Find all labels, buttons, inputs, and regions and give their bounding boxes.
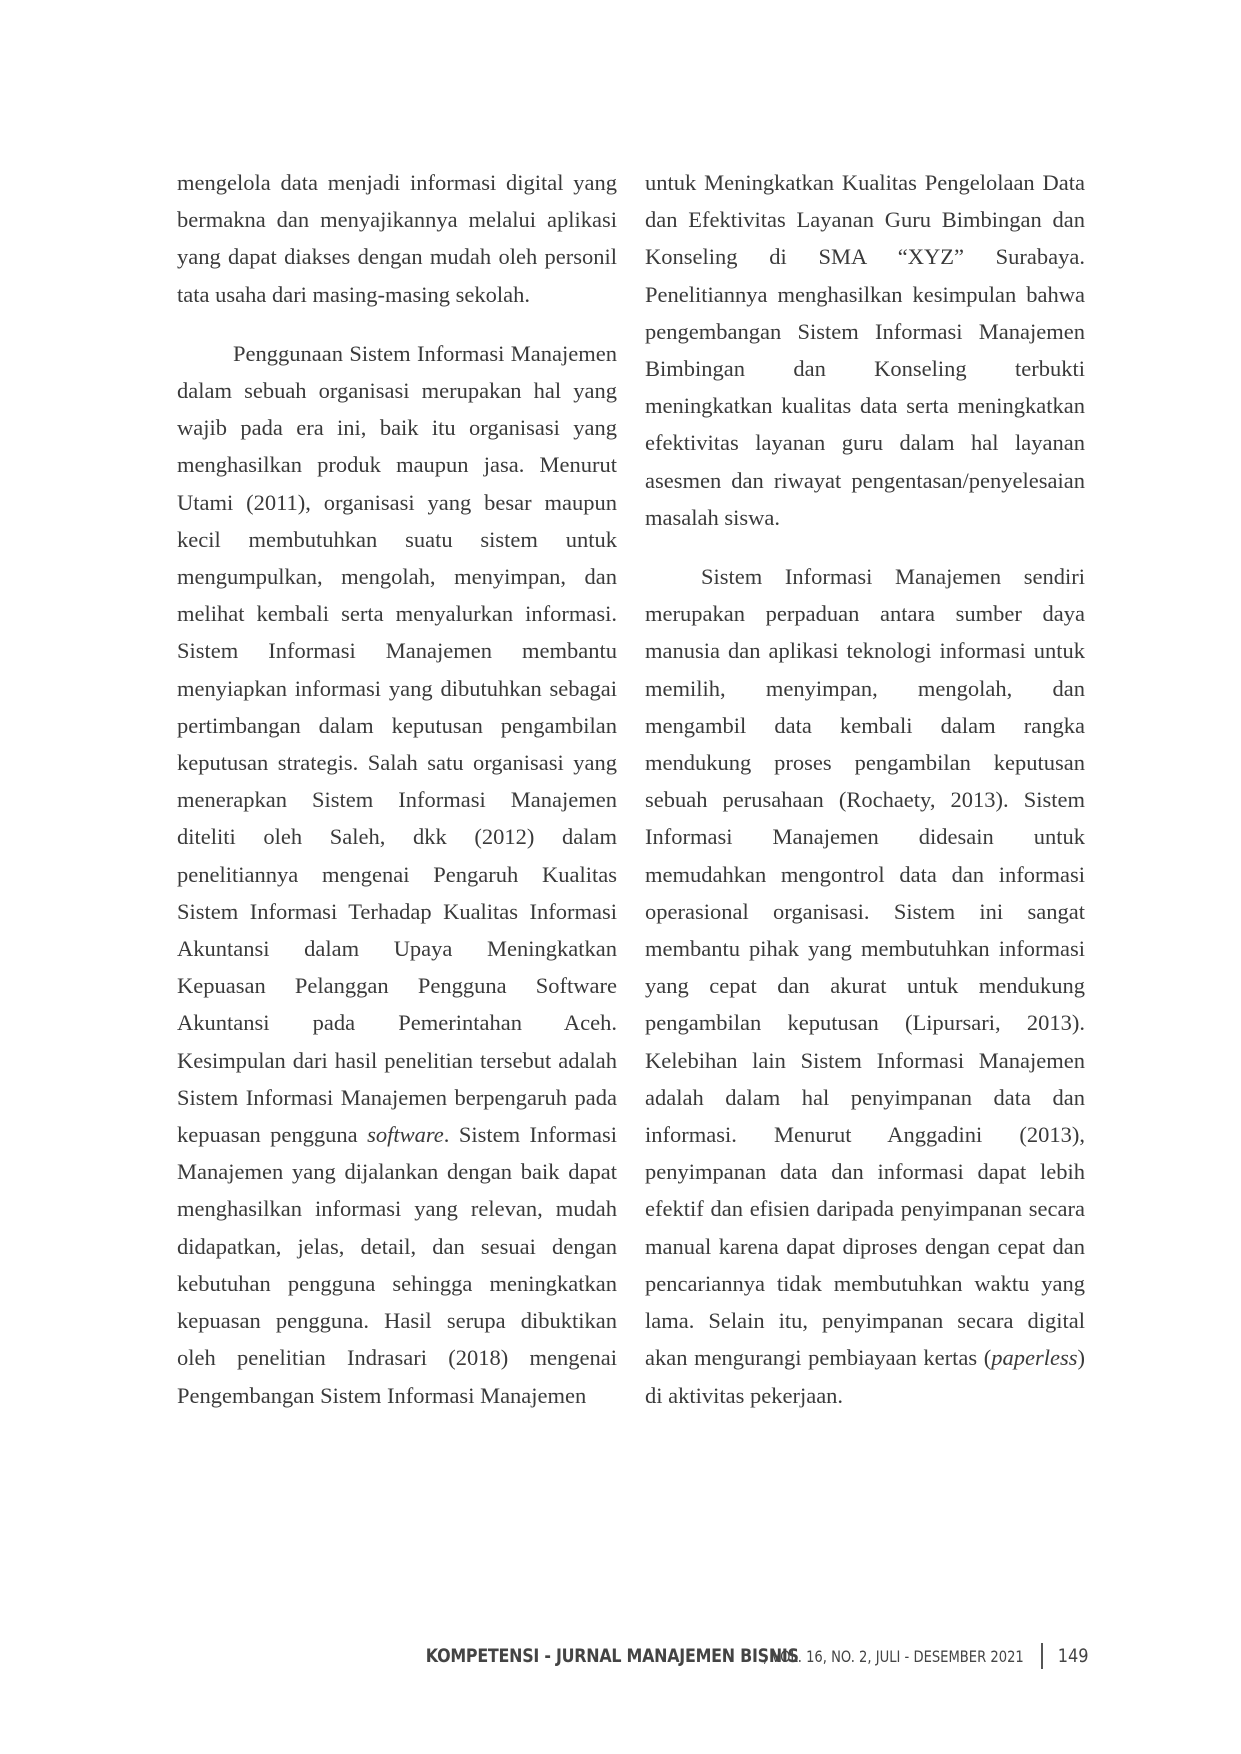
volume-info: , VOL. 16, NO. 2, JULI - DESEMBER 2021: [762, 1646, 1024, 1666]
paragraph-3: untuk Meningkatkan Kualitas Pengelolaan Data dan Efektivitas Layanan Guru Bimbingan dan Konseling di SMA “XYZ” Surabaya. Penelitiannya menghasilkan kesimpulan bahwa pengembangan Sistem Informasi Manajemen Bimbingan dan Konseling terbukti meningkatkan kualitas data serta meningkatkan efektivitas layanan guru dalam hal layanan asesmen dan riwayat pengentasan/penyelesaian masalah siswa.: [645, 170, 1085, 530]
right-column: [645, 164, 1085, 1414]
footer-divider: [1041, 1643, 1043, 1669]
paragraph-4: [645, 558, 1085, 1414]
page-number: 149: [1057, 1645, 1089, 1667]
paragraph-2-italic: software: [367, 1122, 444, 1148]
page-footer: [365, 1641, 1091, 1671]
paragraph-4-italic: paperless: [991, 1345, 1078, 1371]
left-column: [177, 164, 617, 1414]
paragraph-4-text-b: ) di aktivitas pekerjaan.: [645, 1345, 1085, 1408]
journal-name: KOMPETENSI - JURNAL MANAJEMEN BISNIS: [425, 1645, 799, 1667]
paragraph-2: [177, 335, 617, 1414]
paragraph-1: mengelola data menjadi informasi digital yang bermakna dan menyajikannya melalui aplikasi yang dapat diakses dengan mudah oleh personil tata usaha dari masing-masing sekolah.: [177, 170, 617, 307]
paragraph-2-text-b: . Sistem Informasi Manajemen yang dijalankan dengan baik dapat menghasilkan informasi yang relevan, mudah didapatkan, jelas, detail, dan sesuai dengan kebutuhan pengguna sehingga meningkatkan kepuasan pengguna. Hasil serupa dibuktikan oleh penelitian Indrasari (2018) mengenai Pengembangan Sistem Informasi Manajemen: [177, 1122, 617, 1408]
paragraph-4-text-a: Sistem Informasi Manajemen sendiri merupakan perpaduan antara sumber daya manusia dan aplikasi teknologi informasi untuk memilih, menyimpan, mengolah, dan mengambil data kembali dalam rangka mendukung proses pengambilan keputusan sebuah perusahaan (Rochaety, 2013). Sistem Informasi Manajemen didesain untuk memudahkan mengontrol data dan informasi operasional organisasi. Sistem ini sangat membantu pihak yang membutuhkan informasi yang cepat dan akurat untuk mendukung pengambilan keputusan (Lipursari, 2013). Kelebihan lain Sistem Informasi Manajemen adalah dalam hal penyimpanan data dan informasi. Menurut Anggadini (2013), penyimpanan data dan informasi dapat lebih efektif dan efisien daripada penyimpanan secara manual karena dapat diproses dengan cepat dan pencariannya tidak membutuhkan waktu yang lama. Selain itu, penyimpanan secara digital akan mengurangi pembiayaan kertas (: [645, 564, 1085, 1371]
paragraph-2-text-a: Penggunaan Sistem Informasi Manajemen dalam sebuah organisasi merupakan hal yang wajib pada era ini, baik itu organisasi yang menghasilkan produk maupun jasa. Menurut Utami (2011), organisasi yang besar maupun kecil membutuhkan suatu sistem untuk mengumpulkan, mengolah, menyimpan, dan melihat kembali serta menyalurkan informasi. Sistem Informasi Manajemen membantu menyiapkan informasi yang dibutuhkan sebagai pertimbangan dalam keputusan pengambilan keputusan strategis. Salah satu organisasi yang menerapkan Sistem Informasi Manajemen diteliti oleh Saleh, dkk (2012) dalam penelitiannya mengenai Pengaruh Kualitas Sistem Informasi Terhadap Kualitas Informasi Akuntansi dalam Upaya Meningkatkan Kepuasan Pelanggan Pengguna Software Akuntansi pada Pemerintahan Aceh. Kesimpulan dari hasil penelitian tersebut adalah Sistem Informasi Manajemen berpengaruh pada kepuasan pengguna: [177, 340, 617, 1148]
